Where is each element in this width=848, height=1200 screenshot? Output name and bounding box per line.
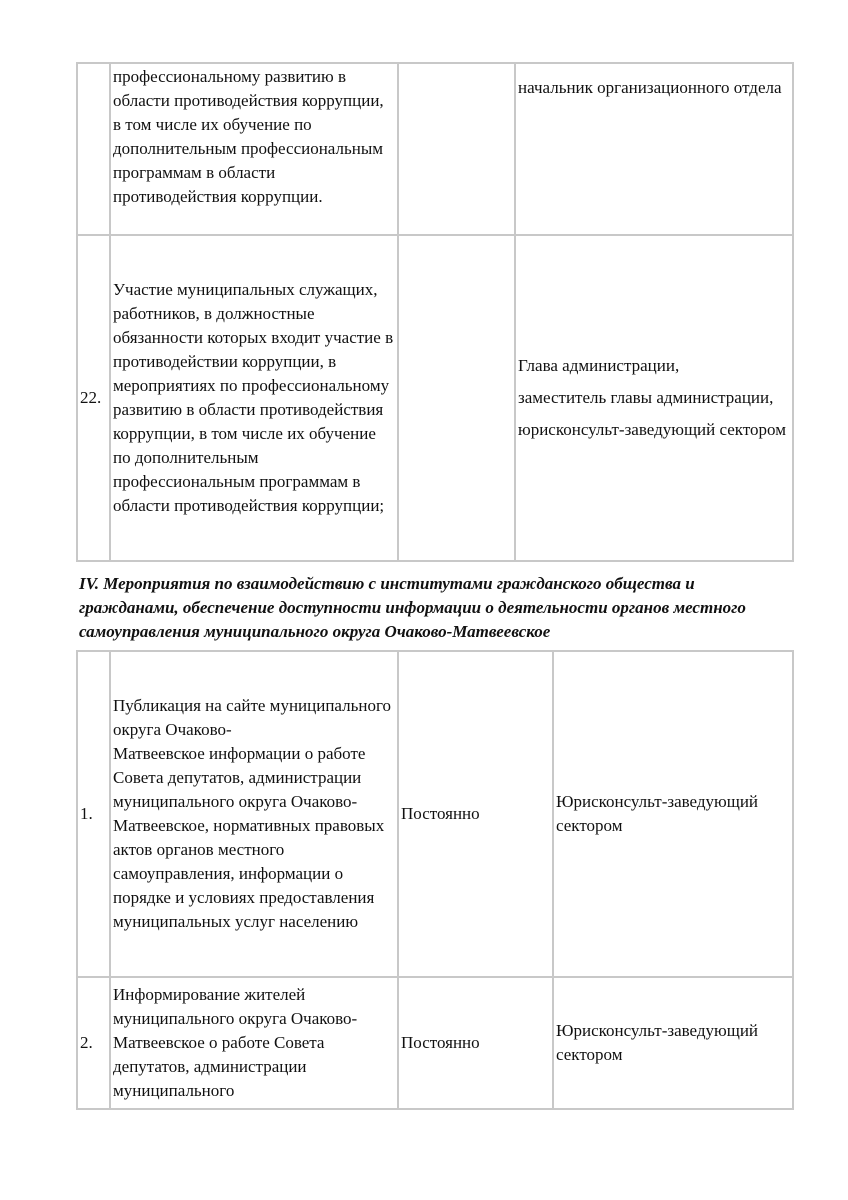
responsible-text: начальник организационного отдела [518, 78, 782, 97]
event-text: Матвеевское информации о работе Совета депутатов, администрации муниципального округа Очаково-Матвеевское, нормативных правовых актов органов местного самоуправления, информации о порядке и условиях предоставления муниципальных услуг населению [113, 744, 385, 931]
measures-table-continued [76, 62, 794, 562]
responsible-cell: Юрисконсульт-заведующий сектором [553, 651, 793, 977]
section-heading: IV. Мероприятия по взаимодействию с институтами гражданского общества и гражданами, обеспечение доступности информации о деятельности органов местного самоуправления муниципального округа Очаково-Матвеевское [79, 574, 746, 641]
term-cell [398, 235, 515, 561]
term-cell [398, 63, 515, 235]
table-row [77, 235, 793, 561]
responsible-cell [515, 63, 793, 235]
responsible-text: юрисконсульт-заведующий сектором [518, 420, 786, 439]
row-number: 22. [77, 235, 110, 561]
responsible-cell [515, 235, 793, 561]
responsible-text: заместитель главы администрации, [518, 388, 774, 407]
table-row [77, 977, 793, 1109]
row-number: 1. [77, 651, 110, 977]
measures-table-section-iv [76, 650, 794, 1110]
event-cell [110, 977, 398, 1109]
row-number [77, 63, 110, 235]
event-text: Информирование жителей муниципального округа Очаково-Матвеевское о работе Совета депутатов, администрации муниципального [113, 985, 358, 1100]
event-cell [110, 651, 398, 977]
responsible-cell: Юрисконсульт-заведующий сектором [553, 977, 793, 1109]
event-cell: профессиональному развитию в области противодействия коррупции, в том числе их обучение по дополнительным профессиональным программам в области противодействия коррупции. [110, 63, 398, 235]
table-row [77, 651, 793, 977]
event-text: Публикация на сайте муниципального округа Очаково- [113, 696, 392, 739]
document-page [76, 62, 792, 1110]
event-cell: Участие муниципальных служащих, работников, в должностные обязанности которых входит участие в противодействии коррупции, в мероприятиях по профессиональному развитию в области противодействия коррупции, в том числе их обучение по дополнительным профессиональным программам в области противодействия коррупции; [110, 235, 398, 561]
table-row [77, 63, 793, 235]
row-number: 2. [77, 977, 110, 1109]
term-cell: Постоянно [398, 651, 553, 977]
responsible-text: Глава администрации, [518, 356, 680, 375]
term-cell: Постоянно [398, 977, 553, 1109]
